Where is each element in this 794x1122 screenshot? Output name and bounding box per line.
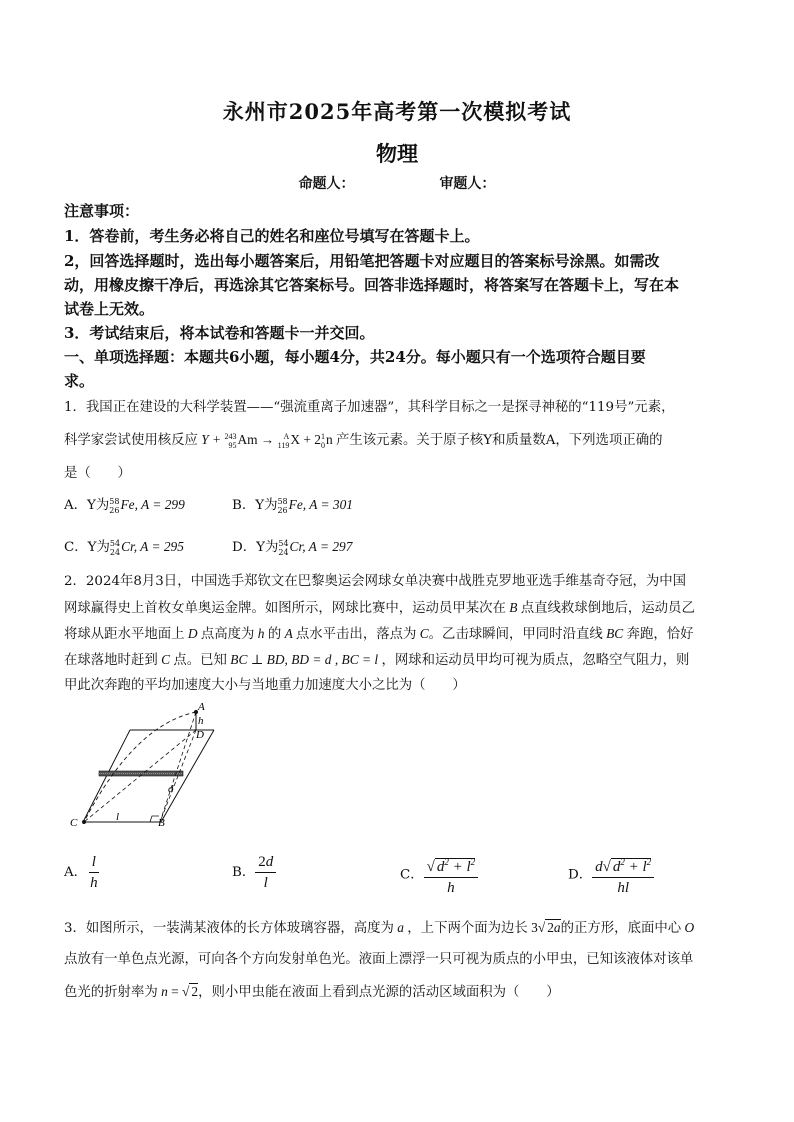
notice-item-2c: 试卷上无效。	[64, 300, 155, 318]
notice-heading: 注意事项：	[64, 202, 140, 220]
q2-option-d: D． $\frac{d√ d^2 + l^2}{hl}$	[568, 852, 654, 898]
section-heading-1: 一、单项选择题：本题共6小题，每小题4分，共24分。每小题只有一个选项符合题目要	[64, 348, 646, 366]
q1-line2	[64, 426, 734, 454]
notice-item-2b: 动，用橡皮擦干净后，再选涂其它答案标号。回答非选择题时，将答案写在答题卡上，写在本	[64, 276, 680, 294]
q2-option-c: C． $\frac{√ d^2 + l^2}{h}$	[400, 852, 478, 898]
fig-label-d-point: D	[196, 729, 204, 741]
fig-label-l: l	[116, 811, 120, 823]
q1-option-d: D．Y为 54 24 Cr, A = 297	[232, 538, 353, 557]
reviewer-label: 审题人：	[439, 176, 496, 192]
notice-item-1: 1．答卷前，考生务必将自己的姓名和座位号填写在答题卡上。	[64, 227, 480, 245]
q1-option-b: B．Y为 58 26 Fe, A = 301	[232, 496, 353, 515]
q1-line2-post: 产生该元素。关于原子核Y和质量数A，下列选项正确的	[336, 433, 663, 448]
q3-line2: 点放有一单色点光源，可向各个方向发射单色光。液面上漂浮一只可视为质点的小甲虫，已知该液体对该单	[64, 952, 694, 967]
fig-label-b: B	[158, 817, 165, 829]
subject-title: 物理	[376, 141, 418, 166]
q3-line1: 3．如图所示，一装满某液体的长方体玻璃容器，高度为 a ，上下两个面为边长 3√ 2a的正方形，底面中心 O	[64, 920, 695, 936]
section-heading-2: 求。	[64, 372, 95, 390]
q2-line5: 甲此次奔跑的平均加速度大小与当地重力加速度大小之比为（ ）	[64, 678, 466, 693]
q2-option-a: A． $\frac{l}{h}$	[64, 854, 98, 891]
notice-item-3: 3．考试结束后，将本试卷和答题卡一并交回。	[64, 324, 375, 342]
q3-line3: 色光的折射率为 n = √ 2，则小甲虫能在液面上看到点光源的活动区域面积为（ ）	[64, 984, 560, 1000]
q2-line4: 在球落地时赶到 C 点。已知 BC ⊥ BD, BD = d , BC = l ，网球和运动员甲均可视为质点，忽略空气阻力，则	[64, 652, 690, 668]
q2-line3: 将球从距水平地面上 D 点高度为 h 的 A 点水平击出，落点为 C。乙击球瞬间，甲同时沿直线 BC 奔跑，恰好	[64, 626, 694, 642]
q2-line2: 网球赢得史上首枚女单奥运金牌。如图所示，网球比赛中，运动员甲某次在 B 点直线救球倒地后，运动员乙	[64, 600, 695, 616]
author-line	[0, 173, 794, 193]
tennis-court-figure	[64, 700, 234, 832]
q2-option-b: B． $\frac{2d}{l}$	[232, 852, 276, 893]
fig-label-c: C	[70, 817, 78, 829]
q1-option-a: A．Y为 58 26 Fe, A = 299	[64, 496, 185, 515]
exam-title: 永州市2025年高考第一次模拟考试	[222, 99, 572, 124]
q2-line1: 2．2024年8月3日，中国选手郑钦文在巴黎奥运会网球女单决赛中战胜克罗地亚选手维基奇夺冠，为中国	[64, 574, 687, 589]
notice-item-2a: 2，回答选择题时，选出每小题答案后，用铅笔把答题卡对应题目的答案标号涂黑。如需改	[64, 252, 660, 270]
fig-label-a: A	[198, 701, 205, 713]
q1-reaction: Y + 243 95 Am → A 119 X + 2 1 0 n	[197, 431, 333, 450]
fig-label-d: d	[168, 783, 174, 795]
q1-line1: 1．我国正在建设的大科学装置——“强流重离子加速器”，其科学目标之一是探寻神秘的“119号”元素，	[64, 400, 675, 415]
fig-label-h: h	[198, 715, 204, 727]
q1-option-c: C．Y为 54 24 Cr, A = 295	[64, 538, 184, 557]
q1-line2-pre: 科学家尝试使用核反应	[64, 433, 198, 448]
q1-line3: 是（ ）	[64, 466, 131, 481]
author-label: 命题人：	[298, 176, 355, 192]
